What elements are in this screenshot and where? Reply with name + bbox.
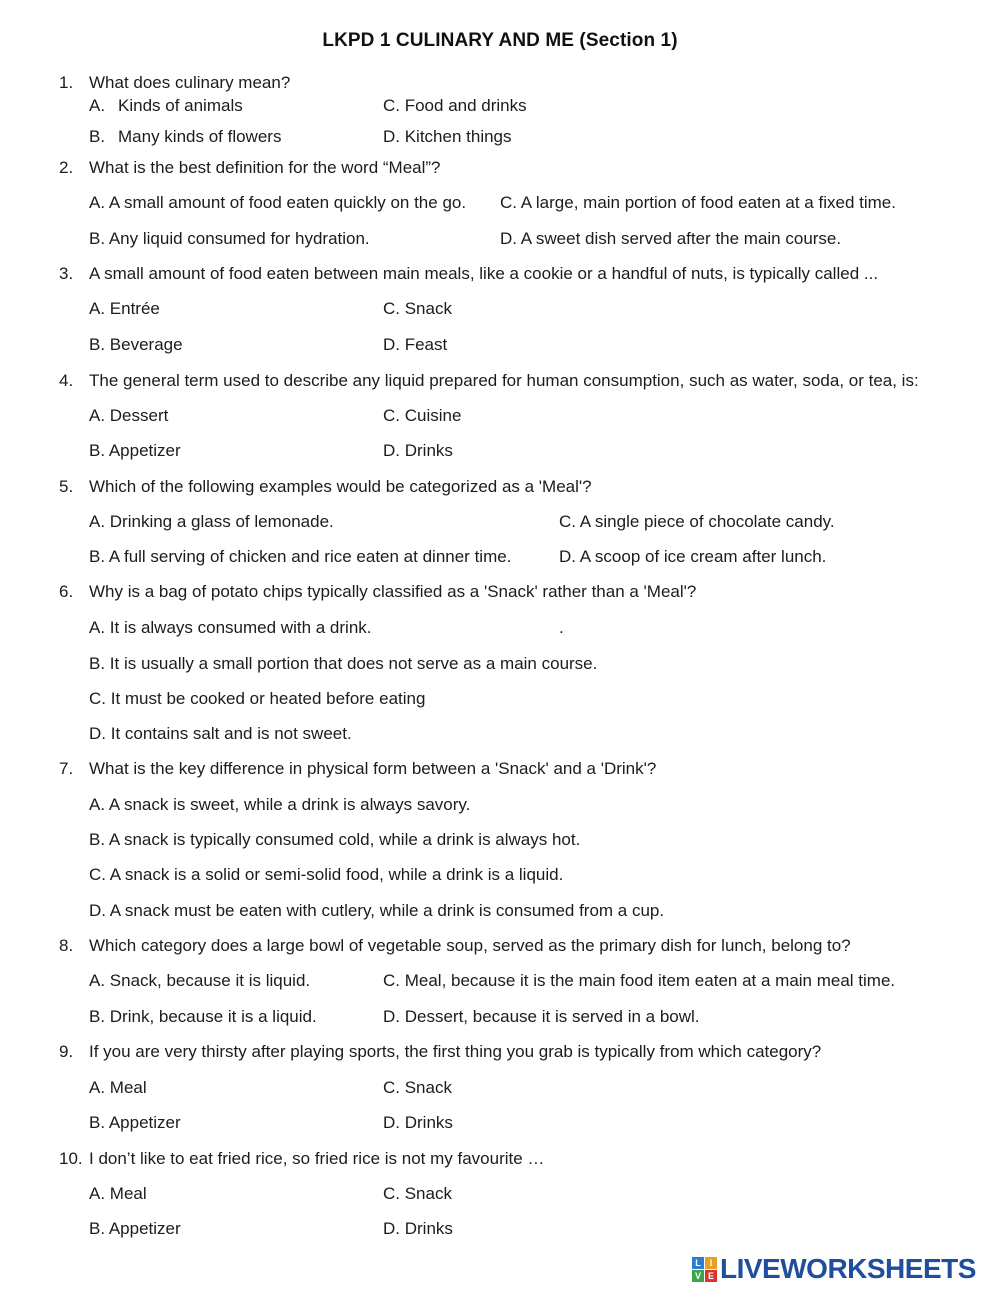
option-d: D. Feast	[383, 335, 448, 354]
option-c: C. Cuisine	[383, 406, 462, 425]
question-number: 3.	[59, 264, 74, 283]
option-b: B. Appetizer	[89, 1219, 181, 1238]
option-d: D. Drinks	[383, 1113, 453, 1132]
question-text: If you are very thirsty after playing sports, the first thing you grab is typically from which category?	[89, 1042, 822, 1061]
option-b: B. Beverage	[89, 335, 183, 354]
option-d: D. A scoop of ice cream after lunch.	[559, 547, 827, 566]
question-text: Why is a bag of potato chips typically classified as a 'Snack' rather than a 'Meal'?	[89, 582, 697, 601]
option-b: Many kinds of flowers	[118, 127, 282, 146]
question-number: 9.	[59, 1042, 74, 1061]
option-b: B. It is usually a small portion that does not serve as a main course.	[89, 654, 598, 673]
question-text: What is the key difference in physical form between a 'Snack' and a 'Drink'?	[89, 759, 657, 778]
option-a: A. Dessert	[89, 406, 169, 425]
question-number: 5.	[59, 477, 74, 496]
option-a: A. Entrée	[89, 299, 160, 318]
option-d: D. Drinks	[383, 1219, 453, 1238]
option-d: D. Kitchen things	[383, 127, 512, 146]
option-b: B. Appetizer	[89, 441, 181, 460]
page-title: LKPD 1 CULINARY AND ME (Section 1)	[322, 30, 678, 51]
option-a: A. Snack, because it is liquid.	[89, 971, 311, 990]
option-c: C. Food and drinks	[383, 96, 527, 115]
option-c: C. Snack	[383, 299, 452, 318]
option-a: A. Meal	[89, 1184, 147, 1203]
question-number: 2.	[59, 158, 74, 177]
option-c: C. Snack	[383, 1184, 452, 1203]
option-c: C. Snack	[383, 1078, 452, 1097]
logo-box-letter: E	[705, 1270, 717, 1282]
option-b: B. Drink, because it is a liquid.	[89, 1007, 317, 1026]
option-b: B. A full serving of chicken and rice eaten at dinner time.	[89, 547, 512, 566]
option-c: C. Meal, because it is the main food item eaten at a main meal time.	[383, 971, 896, 990]
option-d: D. Drinks	[383, 441, 453, 460]
question-text: I don’t like to eat fried rice, so fried rice is not my favourite …	[89, 1149, 545, 1168]
option-c: C. A single piece of chocolate candy.	[559, 512, 835, 531]
liveworksheets-logo[interactable]	[692, 1255, 992, 1285]
logo-text: LIVEWORKSHEETS	[720, 1253, 976, 1284]
question-text: A small amount of food eaten between main meals, like a cookie or a handful of nuts, is typically called ...	[89, 264, 879, 283]
question-number: 6.	[59, 582, 74, 601]
logo-box-letter: L	[692, 1257, 704, 1269]
question-number: 10.	[59, 1149, 83, 1168]
option-a: A. Drinking a glass of lemonade.	[89, 512, 334, 531]
question-number: 1.	[59, 73, 74, 92]
option-d: D. A snack must be eaten with cutlery, while a drink is consumed from a cup.	[89, 901, 665, 920]
option-c: C. A large, main portion of food eaten at a fixed time.	[500, 193, 896, 212]
option-a: A. Meal	[89, 1078, 147, 1097]
question-text: What is the best definition for the word “Meal”?	[89, 158, 441, 177]
option-c: C. A snack is a solid or semi-solid food, while a drink is a liquid.	[89, 865, 564, 884]
question-text: What does culinary mean?	[89, 73, 291, 92]
question-text: The general term used to describe any liquid prepared for human consumption, such as water, soda, or tea, is:	[89, 371, 919, 390]
option-c: C. It must be cooked or heated before eating	[89, 689, 426, 708]
option-b-label: B.	[89, 127, 106, 146]
question-text: Which of the following examples would be categorized as a 'Meal'?	[89, 477, 592, 496]
option-a-label: A.	[89, 96, 106, 115]
option-b: B. A snack is typically consumed cold, while a drink is always hot.	[89, 830, 581, 849]
question-text: Which category does a large bowl of vegetable soup, served as the primary dish for lunch, belong to?	[89, 936, 851, 955]
option-b: B. Any liquid consumed for hydration.	[89, 229, 370, 248]
option-d: D. It contains salt and is not sweet.	[89, 724, 352, 743]
question-number: 7.	[59, 759, 74, 778]
option-d: D. A sweet dish served after the main course.	[500, 229, 842, 248]
logo-box-letter: I	[705, 1257, 717, 1269]
option-a: A. It is always consumed with a drink.	[89, 618, 372, 637]
logo-box-letter: V	[692, 1270, 704, 1282]
option-a: A. A snack is sweet, while a drink is always savory.	[89, 795, 471, 814]
option-b: B. Appetizer	[89, 1113, 181, 1132]
logo-icon	[692, 1257, 718, 1283]
question-number: 8.	[59, 936, 74, 955]
stray-dot: .	[559, 618, 564, 637]
option-a: A. A small amount of food eaten quickly on the go.	[89, 193, 467, 212]
question-number: 4.	[59, 371, 74, 390]
option-a: Kinds of animals	[118, 96, 243, 115]
option-d: D. Dessert, because it is served in a bowl.	[383, 1007, 700, 1026]
